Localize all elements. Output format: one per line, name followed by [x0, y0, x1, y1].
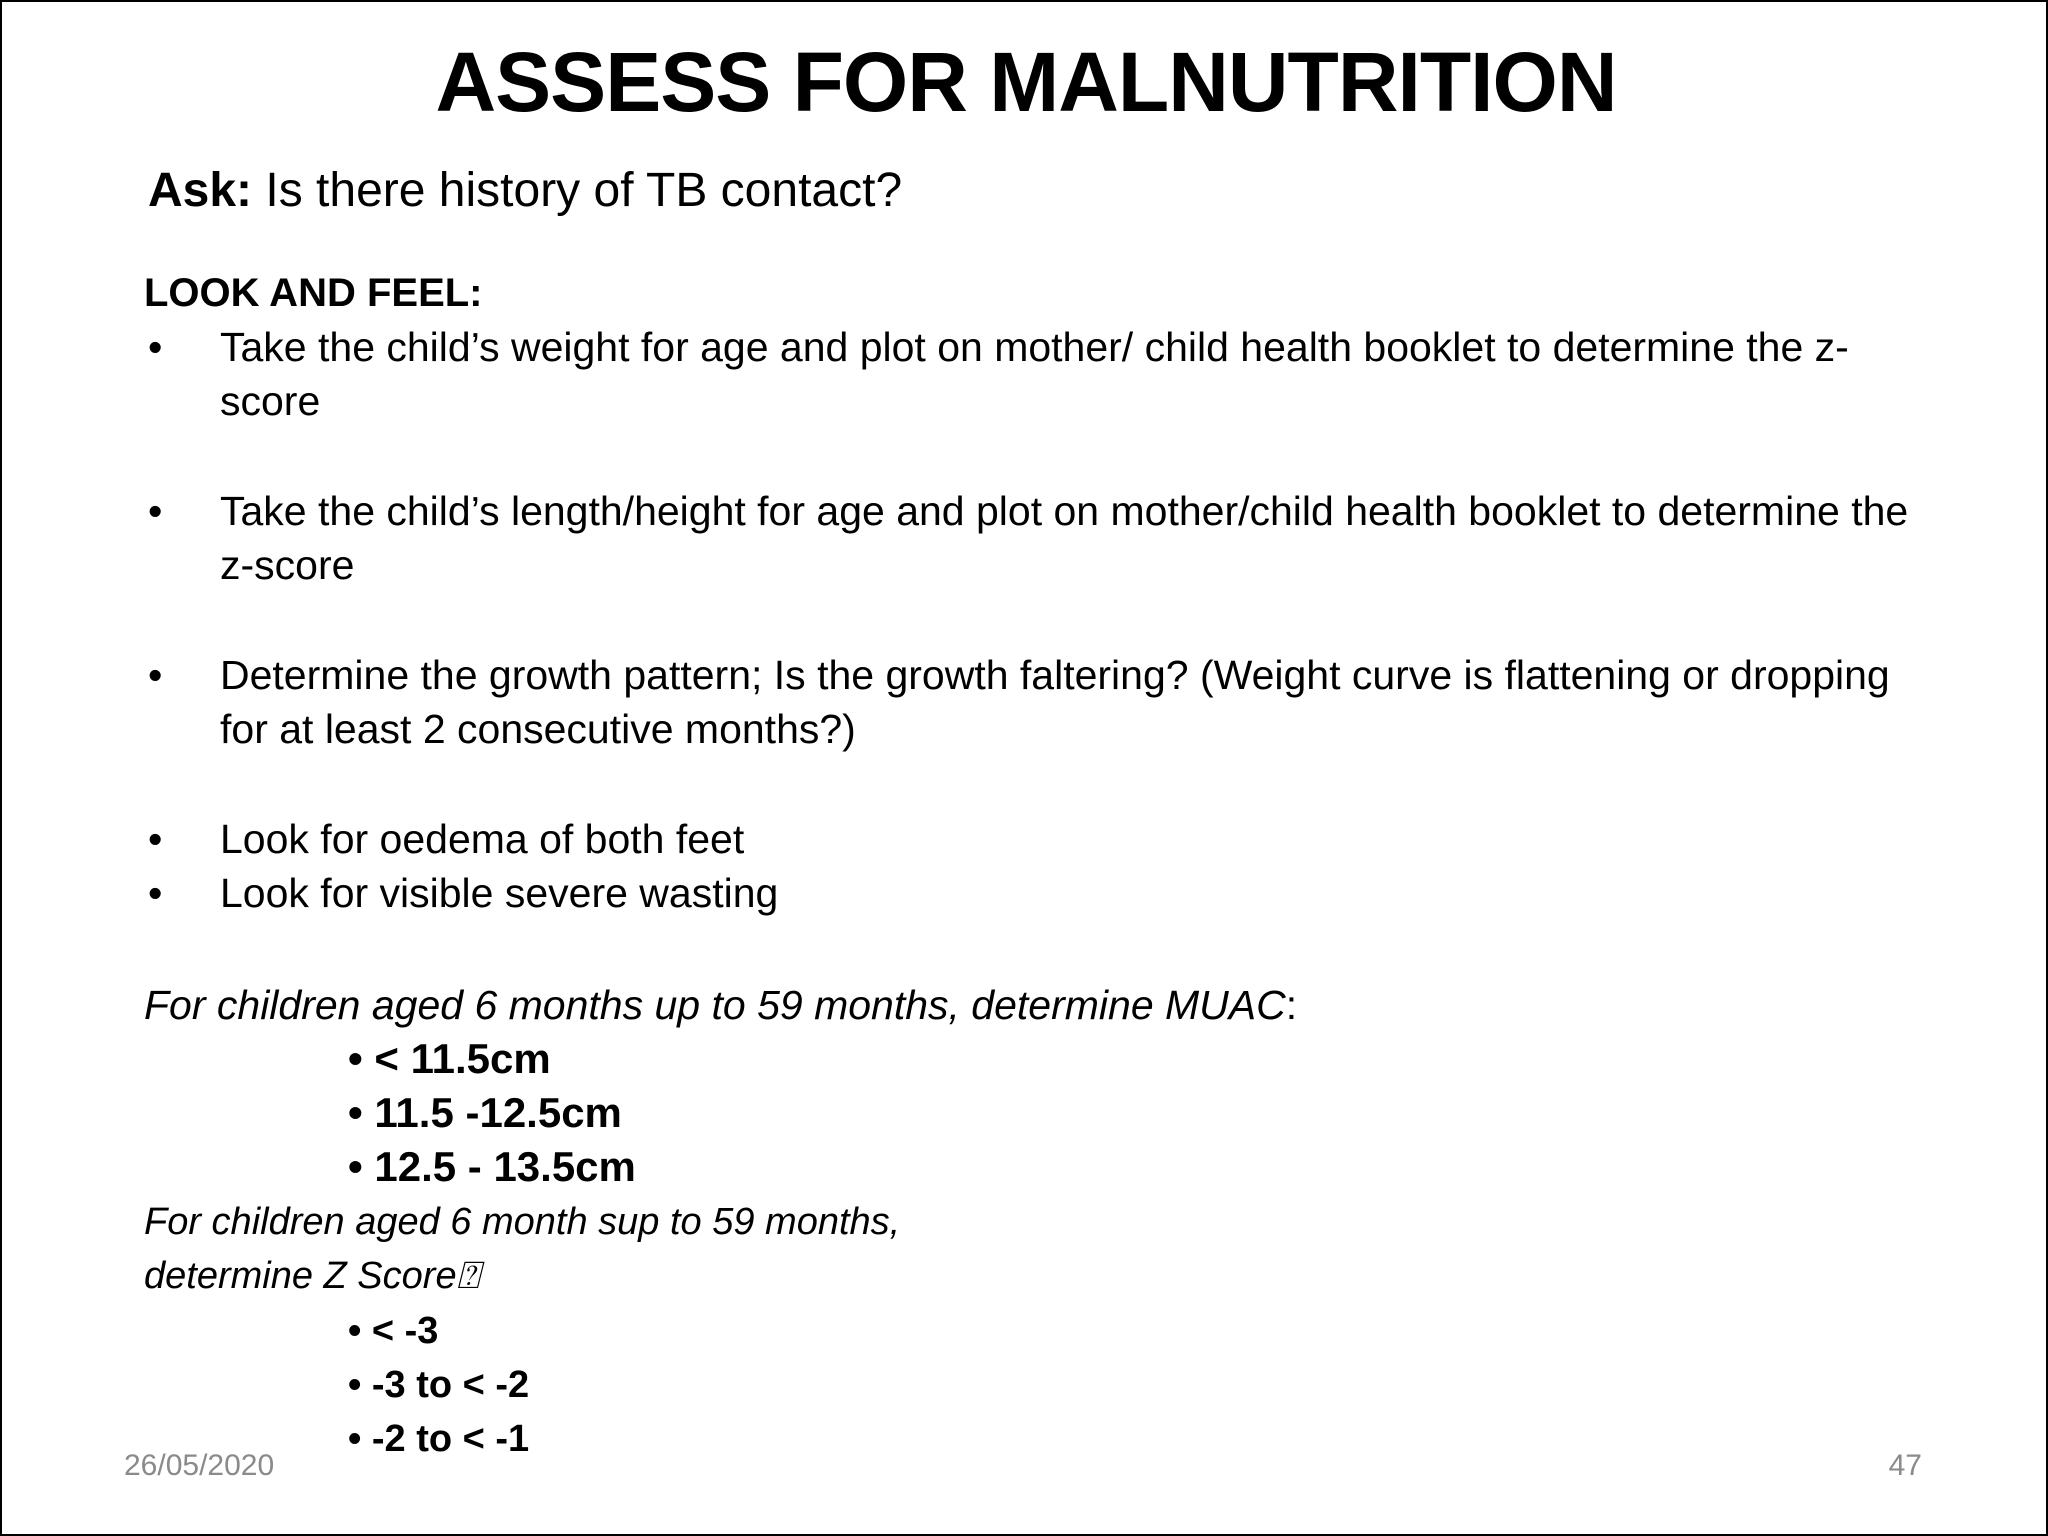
- bullet-marker: •: [148, 488, 163, 534]
- page-number: 47: [1888, 1449, 1922, 1482]
- bullet-text: Take the child’s weight for age and plot on mother/ child health booklet to determine the z-score: [220, 324, 1849, 424]
- bullet-text: Take the child’s length/height for age and plot on mother/child health booklet to determine the z-score: [220, 488, 1909, 588]
- bullet-marker: •: [148, 870, 163, 916]
- ask-line: [148, 162, 902, 220]
- z-score-item: • < -3: [348, 1310, 439, 1352]
- z-score-item: • -2 to < -1: [348, 1418, 530, 1460]
- muac-item: • 11.5 -12.5cm: [348, 1089, 622, 1136]
- z-score-intro: For children aged 6 month sup to 59 months, determine Z Score⍰: [144, 1201, 901, 1297]
- muac-intro-colon: :: [1285, 982, 1298, 1028]
- bullet-marker: •: [148, 324, 163, 370]
- bullet-text: Look for oedema of both feet: [220, 816, 745, 862]
- muac-item: • < 11.5cm: [348, 1035, 551, 1082]
- z-score-item: • -3 to < -2: [348, 1364, 530, 1406]
- slide-title: ASSESS FOR MALNUTRITION: [435, 35, 1617, 129]
- muac-item: • 12.5 - 13.5cm: [348, 1143, 636, 1190]
- bullet-marker: •: [148, 652, 163, 698]
- muac-intro: [144, 978, 1297, 1032]
- ask-label: Ask:: [148, 164, 253, 217]
- bullet-marker: •: [148, 816, 163, 862]
- ask-text: Is there history of TB contact?: [252, 164, 903, 217]
- look-and-feel-heading: LOOK AND FEEL:: [144, 271, 483, 315]
- footer-date: 26/05/2020: [124, 1449, 275, 1482]
- bullet-text: Determine the growth pattern; Is the growth faltering? (Weight curve is flattening or dropping for at least 2 consecutive months?): [220, 652, 1890, 752]
- muac-intro-text: For children aged 6 months up to 59 months, determine MUAC: [144, 982, 1286, 1028]
- bullet-text: Look for visible severe wasting: [220, 870, 779, 916]
